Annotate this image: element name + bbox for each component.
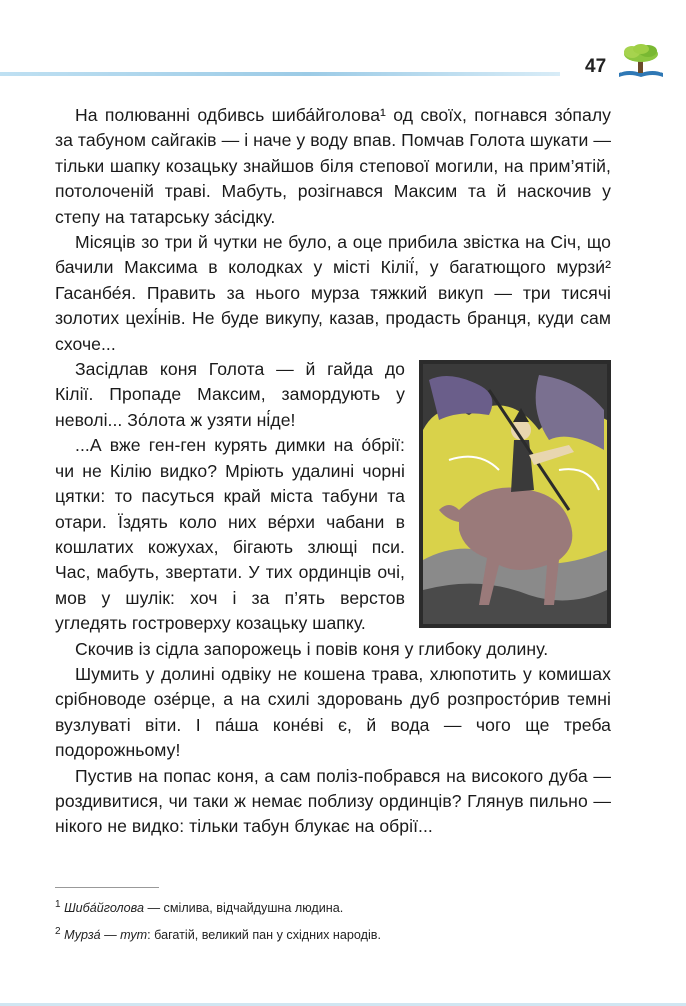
footnote-definition: — смілива, відчайдушна людина. [143, 901, 344, 916]
paragraph-5 [55, 637, 611, 662]
paragraph-text: Пустив на попас коня, а сам поліз-побрався на високого дуба — роздивитися, чи таки ж немає поблизу ординців? Глянув пильно — нікого не видко: тільки табун блукає на обрії... [55, 765, 611, 837]
footnote-mark: 1 [55, 899, 61, 910]
footnotes [55, 893, 615, 947]
footnote-1 [55, 893, 615, 920]
footnote-2 [55, 920, 615, 947]
paragraph-text: Шумить у долині одвіку не кошена трава, хлюпотить у комишах срібноводе озе́рце, а на схилі здоровань дуб розпросто́рив темні вузлуваті віти. І па́ша коне́ві є, й вода — чого ще треба подорожньому! [55, 663, 611, 761]
footnote-term: Мурза́ — тут [64, 928, 148, 943]
paragraph-text: ...А вже ген-ген курять димки на о́брії: чи не Кілію видко? Мріють удалині чорні цятки: то пасуться край міста табуни та отари. Їздять коло них ве́рхи чабани в кошлатих кожухах, бігають злющі пси. Час, мабуть, звертати. У тих ординців очі, мов у шулік: хоч і за п’ять верстов угледять гостроверху козацьку шапку. [55, 435, 405, 634]
article-body [55, 103, 611, 840]
footnote-mark: 2 [55, 926, 61, 938]
footnote-term: Шиба́йголова [64, 901, 144, 916]
paragraph-2 [55, 230, 611, 357]
header-rule [0, 72, 560, 76]
paragraph-text: Скочив із сідла запорожець і повів коня у глибоку долину. [75, 638, 549, 659]
paragraph-text: Місяців зо три й чутки не було, а оце прибила звістка на Січ, що бачили Максима в колодках у місті Кілії́, у багатющого мурзи́² Гасанбе́я. Править за нього мурза тяжкий викуп — три тисячі золотих цехі́нів. Не буде викупу, казав, продасть бранця, куди сам схоче... [55, 232, 611, 354]
footnote-definition: : багатій, великий пан у східних народів. [147, 928, 381, 943]
paragraph-text: На полюванні одбивсь шиба́йголова¹ од своїх, погнався зо́палу за табуном сайгаків — і наче у воду впав. Помчав Голота шукати — тільки шапку козацьку знайшов біля степової могили, на прим’ятій, потолоченій траві. Мабуть, розігнався Максим та й наскочив у степу на татарську за́сідку. [55, 105, 611, 227]
paragraph-6 [55, 662, 611, 764]
tree-on-book-icon [615, 42, 667, 82]
footnote-divider [55, 887, 159, 888]
cossack-on-horse-illustration [419, 360, 611, 628]
paragraph-text: Засідлав коня Голота — й гайда до Кілії. Пропаде Максим, замордують у неволі... Зо́лота ж узяти ні́де! [55, 359, 405, 430]
paragraph-1 [55, 103, 611, 230]
page-number: 47 [585, 56, 607, 77]
paragraph-7 [55, 764, 611, 840]
